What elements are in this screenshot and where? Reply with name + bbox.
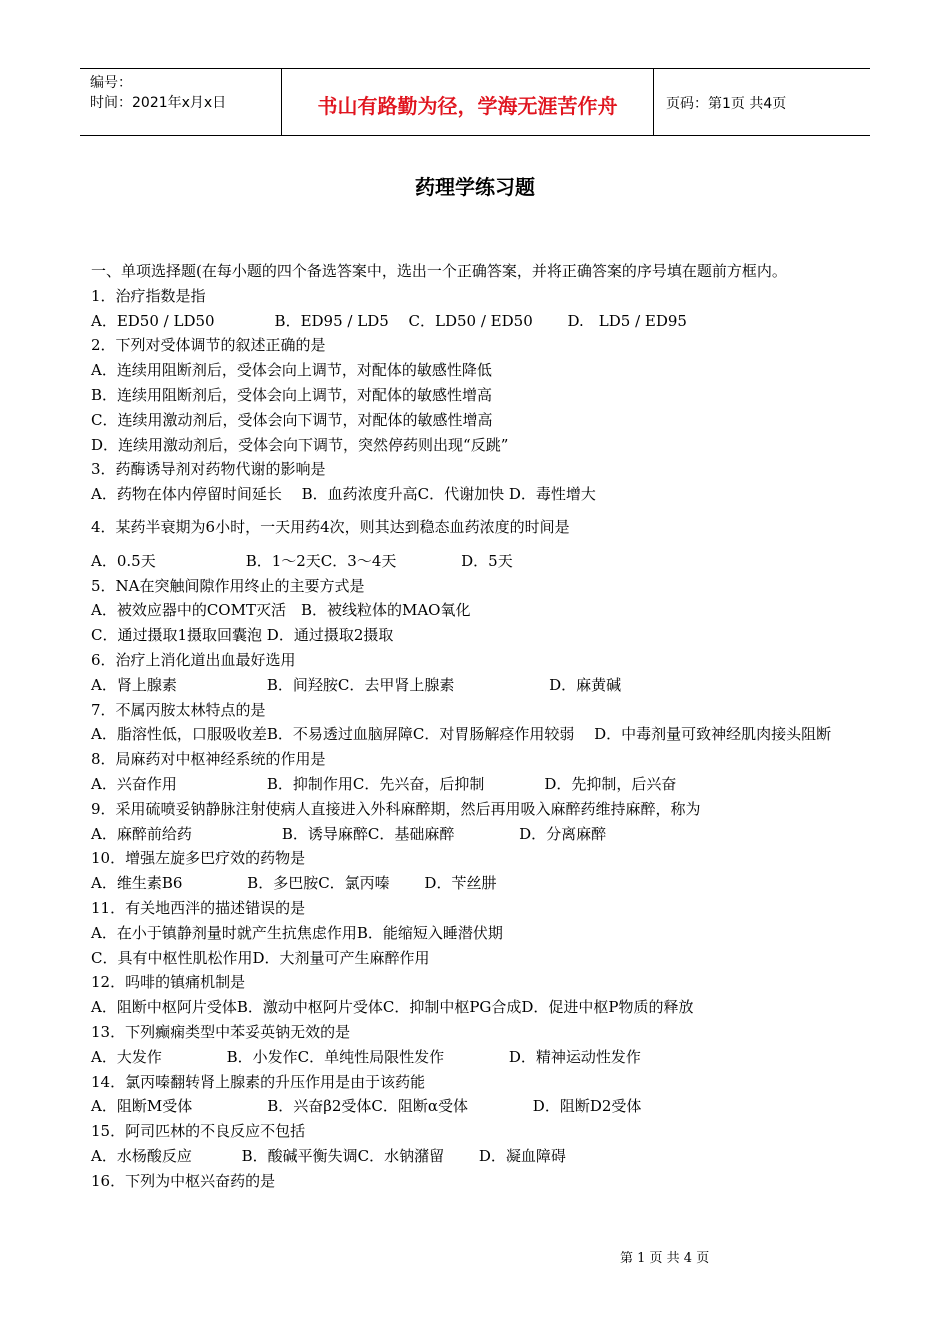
question-text: 11．有关地西泮的描述错误的是 [91, 898, 306, 917]
answer-options: A．0.5天 B．1～2天C．3～4天 D．5天 [91, 551, 513, 570]
answer-options: A．大发作 B．小发作C．单纯性局限性发作 D．精神运动性发作 [91, 1047, 641, 1066]
answer-options: A．阻断M受体 B．兴奋β2受体C．阻断α受体 D．阻断D2受体 [91, 1097, 642, 1116]
header-meta [80, 69, 282, 135]
answer-options: A．被效应器中的COMT灭活 B．被线粒体的MAO氧化 [91, 601, 471, 620]
question-text: 7．不属丙胺太林特点的是 [91, 700, 266, 719]
answer-option: C．连续用激动剂后，受体会向下调节，对配体的敏感性增高 [91, 410, 493, 429]
header-page-info: 页码：第1页 共4页 [666, 96, 787, 112]
answer-options: A．脂溶性低，口服吸收差B．不易透过血脑屏障C．对胃肠解痉作用较弱 D．中毒剂量可致神经肌肉接头阻断 [91, 725, 832, 744]
header-motto: 书山有路勤为径，学海无涯苦作舟 [282, 69, 654, 135]
question-text: 3．药酶诱导剂对药物代谢的影响是 [91, 460, 326, 479]
question-text: 4．某药半衰期为6小时，一天用药4次，则其达到稳态血药浓度的时间是 [91, 517, 570, 536]
document-number-label: 编号： [90, 75, 132, 91]
question-text: 9．采用硫喷妥钠静脉注射使病人直接进入外科麻醉期，然后再用吸入麻醉药维持麻醉，称为 [91, 799, 701, 818]
question-list [91, 259, 871, 1193]
answer-option: D．连续用激动剂后，受体会向下调节，突然停药则出现“反跳” [91, 435, 509, 454]
question-text: 10．增强左旋多巴疗效的药物是 [91, 849, 306, 868]
question-text: 16．下列为中枢兴奋药的是 [91, 1171, 276, 1190]
answer-option: B．连续用阻断剂后，受体会向上调节，对配体的敏感性增高 [91, 385, 493, 404]
page-footer: 第 1 页 共 4 页 [620, 1251, 710, 1266]
answer-options: A．在小于镇静剂量时就产生抗焦虑作用B．能缩短入睡潜伏期 [91, 923, 503, 942]
question-text: 8．局麻药对中枢神经系统的作用是 [91, 750, 326, 769]
document-date: 时间：2021年x月x日 [90, 95, 227, 111]
question-text: 12．吗啡的镇痛机制是 [91, 973, 246, 992]
question-text: 1．治疗指数是指 [91, 286, 206, 305]
answer-options: A．兴奋作用 B．抑制作用C．先兴奋，后抑制 D．先抑制，后兴奋 [91, 774, 677, 793]
question-text: 6．治疗上消化道出血最好选用 [91, 650, 296, 669]
answer-option: A．连续用阻断剂后，受体会向上调节，对配体的敏感性降低 [91, 361, 492, 380]
page-header [80, 68, 870, 136]
question-text: 2．下列对受体调节的叙述正确的是 [91, 336, 326, 355]
answer-options: A．麻醉前给药 B．诱导麻醉C．基础麻醉 D．分离麻醉 [91, 824, 607, 843]
answer-options: A．阻断中枢阿片受体B．激动中枢阿片受体C．抑制中枢PG合成D．促进中枢P物质的释放 [91, 998, 694, 1017]
section-instruction: 一、单项选择题(在每小题的四个备选答案中，选出一个正确答案，并将正确答案的序号填在题前方框内。 [91, 262, 787, 280]
answer-options: C．通过摄取1摄取回囊泡 D．通过摄取2摄取 [91, 626, 394, 645]
answer-options: A．ED50 / LD50 B．ED95 / LD5 C．LD50 / ED50 D. LD5 / ED95 [91, 311, 687, 330]
question-text: 15．阿司匹林的不良反应不包括 [91, 1122, 306, 1141]
question-text: 14．氯丙嗪翻转肾上腺素的升压作用是由于该药能 [91, 1072, 426, 1091]
answer-options: A．肾上腺素 B．间羟胺C．去甲肾上腺素 D．麻黄碱 [91, 675, 622, 694]
document-title: 药理学练习题 [415, 175, 535, 199]
answer-options: A．维生素B6 B．多巴胺C．氯丙嗪 D．苄丝肼 [91, 874, 497, 893]
answer-options: A．药物在体内停留时间延长 B．血药浓度升高C．代谢加快 D．毒性增大 [91, 485, 596, 504]
question-text: 5．NA在突触间隙作用终止的主要方式是 [91, 576, 365, 595]
question-text: 13．下列癫痫类型中苯妥英钠无效的是 [91, 1022, 351, 1041]
answer-options: A．水杨酸反应 B．酸碱平衡失调C．水钠潴留 D．凝血障碍 [91, 1146, 566, 1165]
answer-options: C．具有中枢性肌松作用D．大剂量可产生麻醉作用 [91, 948, 430, 967]
